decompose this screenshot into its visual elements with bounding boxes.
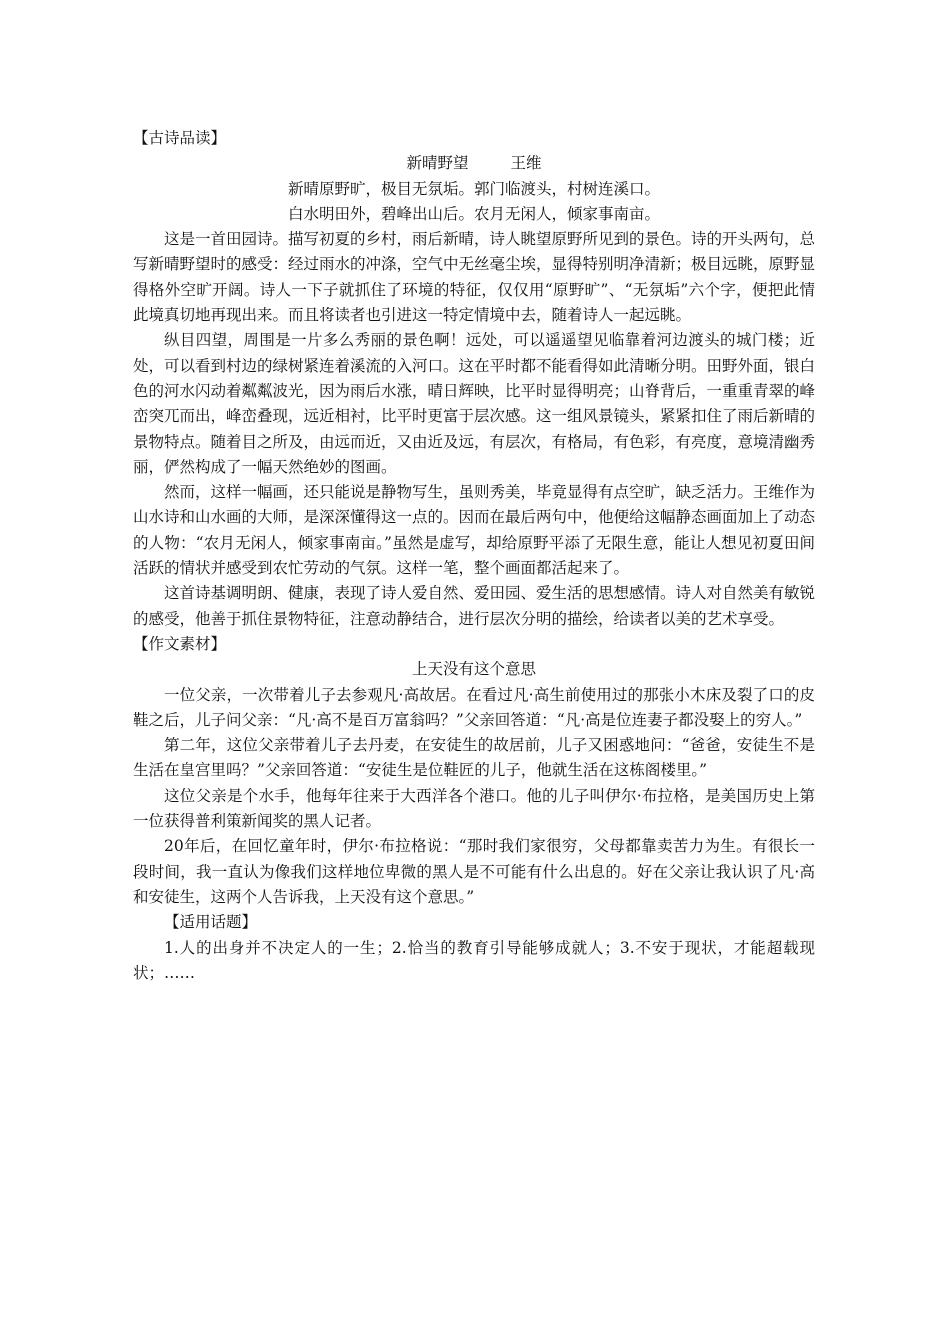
topics-heading: 【适用话题】: [164, 913, 258, 932]
essay-paragraph: 20年后，在回忆童年时，伊尔·布拉格说：“那时我们家很穷，父母都靠卖苦力为生。有很长一段时间，我一直认为像我们这样地位卑微的黑人是不可能有什么出息的。好在父亲让我认识了凡·高和安徒生，这两个人告诉我，上天没有这个意思。”: [133, 837, 815, 906]
essay-section-heading: 【作文素材】: [133, 634, 227, 653]
topics-text: 1.人的出身并不决定人的一生；2.恰当的教育引导能够成就人；3.不安于现状，才能超载现状；……: [133, 938, 815, 982]
poem-commentary-paragraph: 纵目四望，周围是一片多么秀丽的景色啊！远处，可以遥遥望见临靠着河边渡头的城门楼；近处，可以看到村边的绿树紧连着溪流的入河口。这在平时都不能看得如此清晰分明。田野外面，银白色的河水闪动着粼粼波光，因为雨后水涨，晴日辉映，比平时显得明亮；山脊背后，一重重青翠的峰峦突兀而出，峰峦叠现，远近相衬，比平时更富于层次感。这一组风景镜头，紧紧扣住了雨后新晴的景物特点。随着目之所及，由远而近，又由近及远，有层次，有格局，有色彩，有亮度，意境清幽秀丽，俨然构成了一幅天然绝妙的图画。: [133, 331, 816, 476]
poem-commentary-paragraph: 这首诗基调明朗、健康，表现了诗人爱自然、爱田园、爱生活的思想感情。诗人对自然美有敏锐的感受，他善于抓住景物特征，注意动静结合，进行层次分明的描绘，给读者以美的艺术享受。: [133, 584, 816, 628]
poem-line: 新晴原野旷，极目无氛垢。郭门临渡头，村树连溪口。: [287, 179, 660, 198]
poem-line: 白水明田外，碧峰出山后。农月无闲人，倾家事南亩。: [287, 204, 660, 223]
poem-title-line: [133, 151, 815, 176]
poem-commentary-paragraph: 然而，这样一幅画，还只能说是静物写生，虽则秀美，毕竟显得有点空旷，缺乏活力。王维作为山水诗和山水画的大师，是深深懂得这一点的。因而在最后两句中，他便给这幅静态画面加上了动态的人物：“农月无闲人，倾家事南亩。”虽然是虚写，却给原野平添了无限生意，能让人想见初夏田间活跃的情状并感受到农忙劳动的气氛。这样一笔，整个画面都活起来了。: [133, 483, 816, 578]
poem-commentary-paragraph: 这是一首田园诗。描写初夏的乡村，雨后新晴，诗人眺望原野所见到的景色。诗的开头两句，总写新晴野望时的感受：经过雨水的冲涤，空气中无丝毫尘埃，显得特别明净清新；极目远眺，原野显得格外空旷开阔。诗人一下子就抓住了环境的特征，仅仅用“原野旷”、“无氛垢”六个字，便把此情此境真切地再现出来。而且将读者也引进这一特定情境中去，随着诗人一起远眺。: [133, 230, 816, 325]
essay-paragraph: 第二年，这位父亲带着儿子去丹麦，在安徒生的故居前，儿子又困惑地问：“爸爸，安徒生不是生活在皇宫里吗？”父亲回答道：“安徒生是位鞋匠的儿子，他就生活在这栋阁楼里。”: [133, 736, 815, 780]
document-page: [133, 126, 815, 986]
poem-author: 王维: [510, 154, 542, 173]
poem-title: 新晴野望: [406, 154, 469, 173]
essay-title: 上天没有这个意思: [411, 660, 536, 679]
poem-section-heading: 【古诗品读】: [133, 129, 227, 147]
essay-paragraph: 这位父亲是个水手，他每年往来于大西洋各个港口。他的儿子叫伊尔·布拉格，是美国历史上第一位获得普利策新闻奖的黑人记者。: [133, 786, 815, 831]
essay-paragraph: 一位父亲，一次带着儿子去参观凡·高故居。在看过凡·高生前使用过的那张小木床及裂了口的皮鞋之后，儿子问父亲：“凡·高不是百万富翁吗？”父亲回答道：“凡·高是位连妻子都没娶上的穷人。”: [133, 685, 815, 729]
